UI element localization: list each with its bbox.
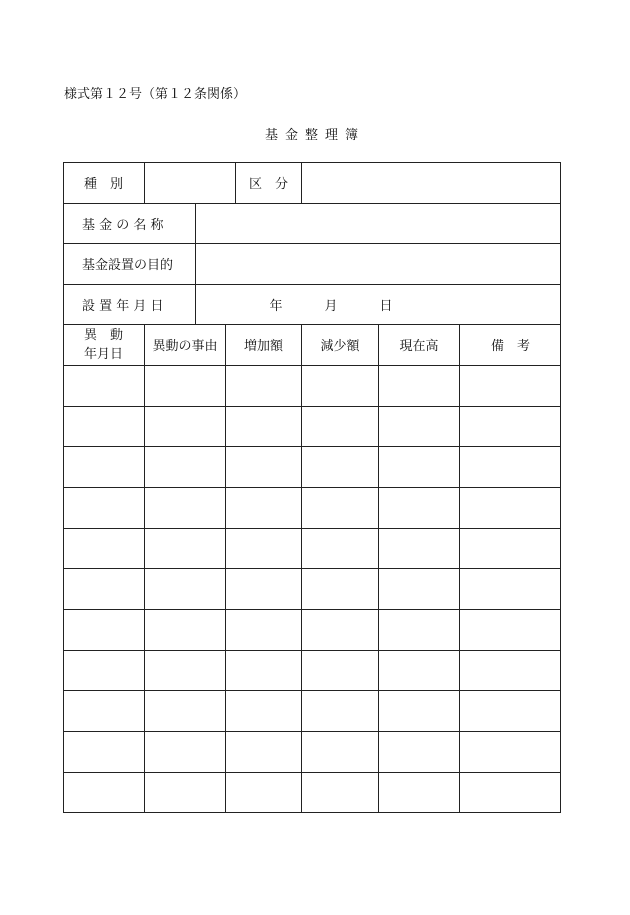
increase-cell[interactable]	[226, 731, 301, 772]
balance-cell[interactable]	[379, 650, 459, 690]
remarks-cell[interactable]	[460, 650, 561, 690]
remarks-cell[interactable]	[460, 528, 561, 568]
date-cell[interactable]	[63, 731, 144, 772]
increase-cell[interactable]	[226, 690, 301, 731]
remarks-cell[interactable]	[460, 568, 561, 609]
column-header-change-date-line2: 年月日	[83, 346, 123, 362]
decrease-cell[interactable]	[302, 446, 378, 487]
increase-cell[interactable]	[226, 568, 301, 609]
established-year-unit: 年	[269, 298, 283, 314]
decrease-cell[interactable]	[302, 650, 378, 690]
reason-cell[interactable]	[145, 406, 225, 446]
remarks-cell[interactable]	[460, 609, 561, 650]
date-cell[interactable]	[63, 446, 144, 487]
balance-cell[interactable]	[379, 528, 459, 568]
increase-cell[interactable]	[226, 365, 301, 406]
decrease-cell[interactable]	[302, 528, 378, 568]
established-date-field[interactable]	[196, 284, 561, 324]
reason-cell[interactable]	[145, 528, 225, 568]
remarks-cell[interactable]	[460, 487, 561, 528]
date-cell[interactable]	[63, 568, 144, 609]
reason-cell[interactable]	[145, 650, 225, 690]
date-cell[interactable]	[63, 528, 144, 568]
balance-cell[interactable]	[379, 731, 459, 772]
column-header-remarks: 備 考	[490, 339, 530, 354]
balance-cell[interactable]	[379, 487, 459, 528]
kind-field[interactable]	[145, 162, 235, 203]
decrease-cell[interactable]	[302, 690, 378, 731]
balance-cell[interactable]	[379, 568, 459, 609]
fund-ledger-form	[63, 162, 561, 813]
column-header-increase: 増加額	[243, 339, 283, 354]
date-cell[interactable]	[63, 609, 144, 650]
date-cell[interactable]	[63, 487, 144, 528]
established-month-unit: 月	[324, 298, 338, 314]
reason-cell[interactable]	[145, 568, 225, 609]
document-title: 基金整理簿	[264, 128, 365, 143]
fund-name-field[interactable]	[196, 203, 561, 243]
balance-cell[interactable]	[379, 690, 459, 731]
column-header-change-date-line1: 異 動	[83, 327, 123, 343]
decrease-cell[interactable]	[302, 568, 378, 609]
decrease-cell[interactable]	[302, 365, 378, 406]
decrease-cell[interactable]	[302, 772, 378, 813]
reason-cell[interactable]	[145, 772, 225, 813]
date-cell[interactable]	[63, 772, 144, 813]
balance-cell[interactable]	[379, 365, 459, 406]
increase-cell[interactable]	[226, 487, 301, 528]
kind-label: 種 別	[83, 177, 123, 192]
remarks-cell[interactable]	[460, 406, 561, 446]
increase-cell[interactable]	[226, 446, 301, 487]
date-cell[interactable]	[63, 650, 144, 690]
reason-cell[interactable]	[145, 731, 225, 772]
decrease-cell[interactable]	[302, 487, 378, 528]
remarks-cell[interactable]	[460, 365, 561, 406]
remarks-cell[interactable]	[460, 731, 561, 772]
remarks-cell[interactable]	[460, 446, 561, 487]
balance-cell[interactable]	[379, 772, 459, 813]
form-number: 様式第１２号（第１２条関係）	[64, 87, 247, 102]
decrease-cell[interactable]	[302, 406, 378, 446]
decrease-cell[interactable]	[302, 609, 378, 650]
date-cell[interactable]	[63, 365, 144, 406]
category-label: 区 分	[248, 177, 288, 192]
established-date-label: 設 置 年 月 日	[82, 298, 164, 314]
remarks-cell[interactable]	[460, 690, 561, 731]
increase-cell[interactable]	[226, 406, 301, 446]
reason-cell[interactable]	[145, 446, 225, 487]
column-header-change-date	[63, 324, 144, 365]
column-header-balance: 現在高	[399, 339, 439, 354]
established-day-unit: 日	[379, 298, 393, 314]
decrease-cell[interactable]	[302, 731, 378, 772]
date-cell[interactable]	[63, 690, 144, 731]
reason-cell[interactable]	[145, 365, 225, 406]
reason-cell[interactable]	[145, 487, 225, 528]
increase-cell[interactable]	[226, 609, 301, 650]
category-field[interactable]	[302, 162, 561, 203]
increase-cell[interactable]	[226, 528, 301, 568]
reason-cell[interactable]	[145, 690, 225, 731]
date-cell[interactable]	[63, 406, 144, 446]
increase-cell[interactable]	[226, 650, 301, 690]
purpose-field[interactable]	[196, 243, 561, 284]
increase-cell[interactable]	[226, 772, 301, 813]
column-header-reason: 異動の事由	[152, 339, 218, 354]
purpose-label: 基金設置の目的	[82, 258, 174, 273]
remarks-cell[interactable]	[460, 772, 561, 813]
reason-cell[interactable]	[145, 609, 225, 650]
column-header-decrease: 減少額	[320, 339, 360, 354]
balance-cell[interactable]	[379, 406, 459, 446]
balance-cell[interactable]	[379, 609, 459, 650]
balance-cell[interactable]	[379, 446, 459, 487]
fund-name-label: 基 金 の 名 称	[82, 217, 164, 233]
